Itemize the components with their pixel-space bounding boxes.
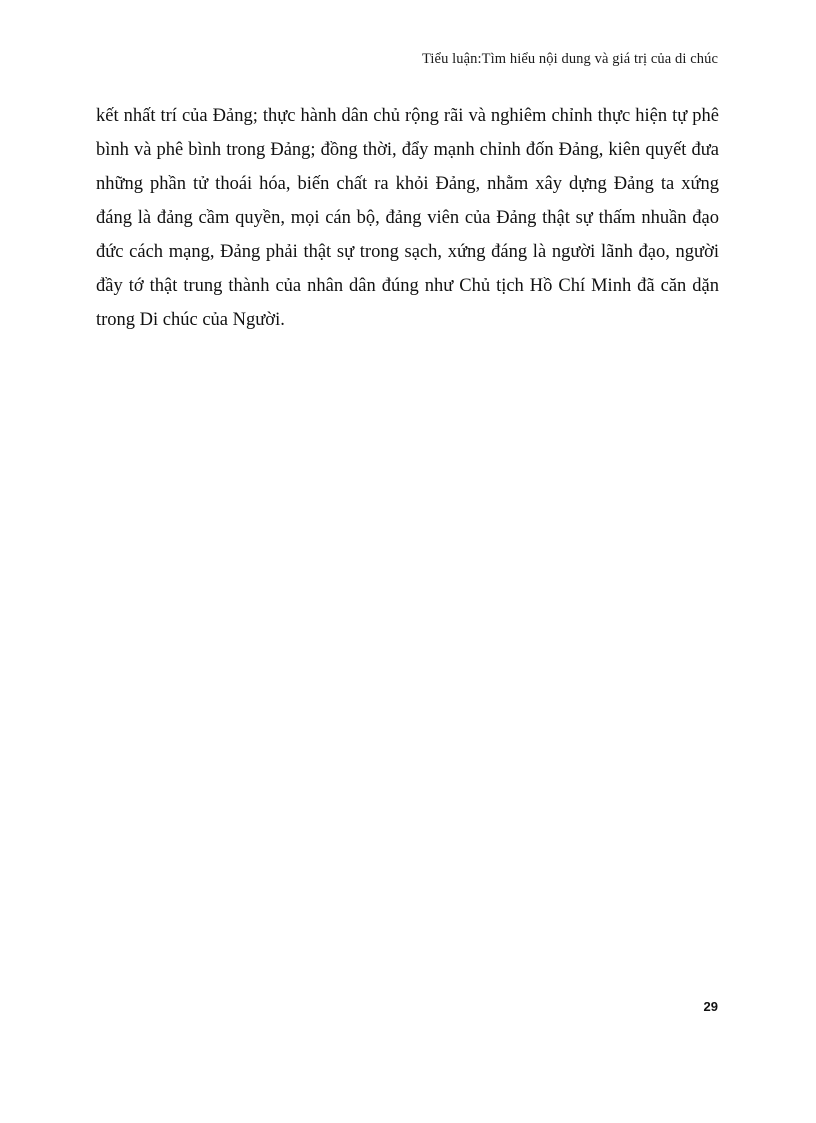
page-number: 29 [703,999,718,1014]
running-header: Tiểu luận:Tìm hiểu nội dung và giá trị của di chúc [421,51,718,67]
paragraph-line: đức cách mạng, Đảng phải thật sự trong sạch, xứng đáng là người lãnh đạo, người [96,242,719,262]
paragraph-line: đáng là đảng cầm quyền, mọi cán bộ, đảng viên của Đảng thật sự thấm nhuần đạo [96,208,719,228]
body-paragraph [96,99,719,337]
paragraph-line: bình và phê bình trong Đảng; đồng thời, đẩy mạnh chỉnh đốn Đảng, kiên quyết đưa [96,140,719,160]
paragraph-line: những phần tử thoái hóa, biến chất ra khỏi Đảng, nhằm xây dựng Đảng ta xứng [96,174,719,194]
paragraph-line: trong Di chúc của Người. [96,310,285,330]
paragraph-line: đầy tớ thật trung thành của nhân dân đúng như Chủ tịch Hồ Chí Minh đã căn dặn [96,276,719,296]
paragraph-line: kết nhất trí của Đảng; thực hành dân chủ rộng rãi và nghiêm chỉnh thực hiện tự phê [96,106,719,126]
